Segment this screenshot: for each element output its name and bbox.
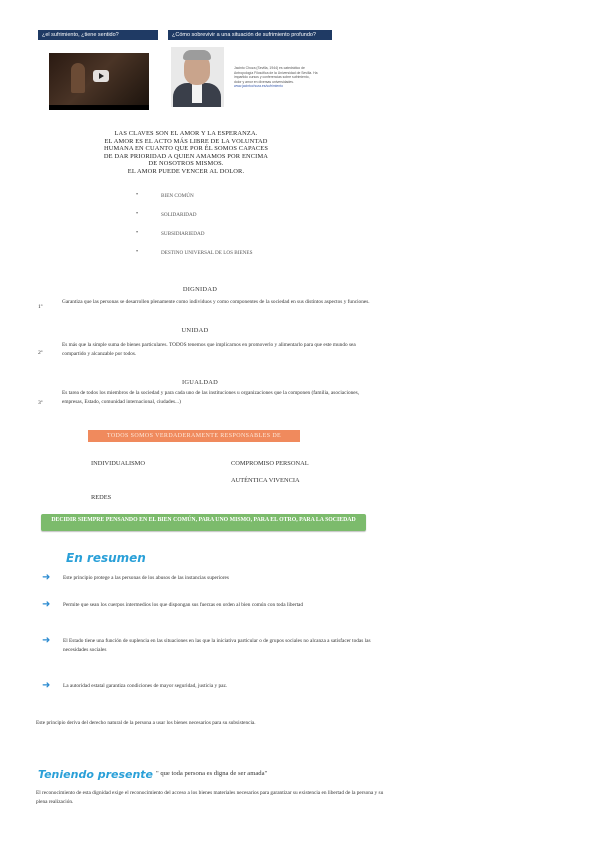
- portrait-caption: [234, 66, 326, 89]
- summary-item: El Estado tiene una función de suplencia en las situaciones en las que la iniciativa particular o de grupos sociales no alcanza a satisfacer todas las necesidades sociales: [63, 638, 371, 653]
- portrait-hair: [183, 50, 211, 60]
- arrow-right-icon: ➜: [42, 599, 51, 610]
- principle-title: IGUALDAD: [181, 379, 219, 386]
- list-item-label: SOLIDARIDAD: [161, 212, 197, 218]
- principle-text: Garantiza que las personas se desarrollen plenamente como individuos y como componentes de la sociedad en sus distintos aspectos y funciones.: [62, 299, 370, 305]
- list-item: [136, 192, 336, 202]
- bullet-icon: •: [136, 230, 139, 236]
- caption-line: Antropología Filosófica de la Universidad de Sevilla. Ha: [234, 70, 318, 75]
- list-item-label: BIEN COMÚN: [161, 193, 194, 199]
- contrast-right-2: AUTÉNTICA VIVENCIA: [231, 477, 300, 484]
- intro-line: EL AMOR PUEDE VENCER AL DOLOR.: [127, 167, 245, 175]
- list-item: [136, 230, 336, 240]
- header-tab-left[interactable]: ¿el sufrimiento, ¿tiene sentido?: [38, 30, 158, 40]
- remember-text: El reconocimiento de esta dignidad exige el reconocimiento del acceso a los bienes materiales necesarios para garantizar su existencia en libertad de la persona y su plena realización.: [36, 790, 384, 805]
- header-tab-right[interactable]: ¿Cómo sobrevivir a una situación de sufrimiento profundo?: [168, 30, 332, 40]
- bien-comun-banner: DECIDIR SIEMPRE PENSANDO EN EL BIEN COMÚN, PARA UNO MISMO, PARA EL OTRO, PARA LA SOCIEDAD: [41, 514, 366, 531]
- responsibility-banner: TODOS SOMOS VERDADERAMENTE RESPONSABLES DE: [88, 430, 300, 442]
- speaker-figure: [71, 63, 85, 93]
- arrow-right-icon: ➜: [42, 572, 51, 583]
- arrow-right-icon: ➜: [42, 635, 51, 646]
- list-item: [136, 211, 336, 221]
- list-item-label: DESTINO UNIVERSAL DE LOS BIENES: [161, 250, 253, 256]
- closing-text: Este principio deriva del derecho natural de la persona a usar los bienes necesarios para su subsistencia.: [36, 720, 256, 726]
- summary-heading: En resumen: [66, 551, 146, 565]
- remember-quote: " que toda persona es digna de ser amada": [156, 770, 268, 777]
- bullet-icon: •: [136, 211, 139, 217]
- intro-line: EL AMOR ES EL ACTO MÁS LIBRE DE LA VOLUNTAD: [104, 137, 268, 145]
- video-thumbnail[interactable]: [49, 53, 149, 110]
- arrow-right-icon: ➜: [42, 680, 51, 691]
- caption-line: Jacinto Choza (Sevilla, 1944) es catedrático de: [234, 66, 305, 70]
- video-control-bar: [49, 105, 149, 110]
- intro-block: [96, 130, 276, 176]
- contrast-left: INDIVIDUALISMO: [91, 460, 145, 467]
- principle-text: Es tarea de todos los miembros de la sociedad y para cada uno de las instituciones u organizaciones que la componen (familia, asociaciones, empresas, Estado, comunidad internacional, ciudades...): [62, 390, 360, 405]
- play-icon[interactable]: [93, 70, 109, 82]
- bullet-icon: •: [136, 249, 139, 255]
- author-portrait: [171, 47, 224, 107]
- contrast-right-1: COMPROMISO PERSONAL: [231, 460, 309, 467]
- contrast-left-2: REDES: [91, 494, 112, 501]
- summary-item: Permite que sean los cuerpos intermedios los que dispongan sus fuerzas en orden al bien común con toda libertad: [63, 602, 304, 608]
- summary-item: La autoridad estatal garantiza condiciones de mayor seguridad, justicia y paz.: [63, 683, 228, 689]
- intro-line: LAS CLAVES SON EL AMOR Y LA ESPERANZA.: [114, 130, 258, 137]
- principle-text: Es más que la simple suma de bienes particulares. TODOS tenemos que implicarnos en promoverlo y alimentarlo para que este mundo sea compartido y alcanzable por todos.: [62, 342, 356, 357]
- list-item: [136, 249, 336, 259]
- caption-line: dolor y amor en diversas universidades.: [234, 79, 294, 84]
- principle-title: DIGNIDAD: [182, 286, 218, 293]
- summary-item: Este principio protege a las personas de los abusos de las instancias superiores: [63, 575, 229, 581]
- intro-line: DE DAR PRIORIDAD A QUIEN AMAMOS POR ENCIMA: [103, 152, 269, 160]
- principle-number: 2º: [38, 350, 43, 356]
- caption-line: impartido cursos y conferencias sobre sufrimiento,: [234, 75, 310, 80]
- bullet-icon: •: [136, 192, 139, 198]
- caption-link[interactable]: www.jacintochoza.es/sufrimiento: [234, 84, 283, 89]
- intro-line: DE NOSOTROS MISMOS.: [148, 160, 224, 168]
- portrait-shirt: [192, 83, 202, 103]
- remember-heading: Teniendo presente: [38, 768, 154, 781]
- intro-line: HUMANA EN CUANTO QUE POR ÉL SOMOS CAPACES: [103, 145, 269, 153]
- principle-number: 1º: [38, 304, 43, 310]
- list-item-label: SUBSIDIARIEDAD: [161, 231, 205, 237]
- principle-title: UNIDAD: [181, 327, 209, 334]
- principle-number: 3º: [38, 400, 43, 406]
